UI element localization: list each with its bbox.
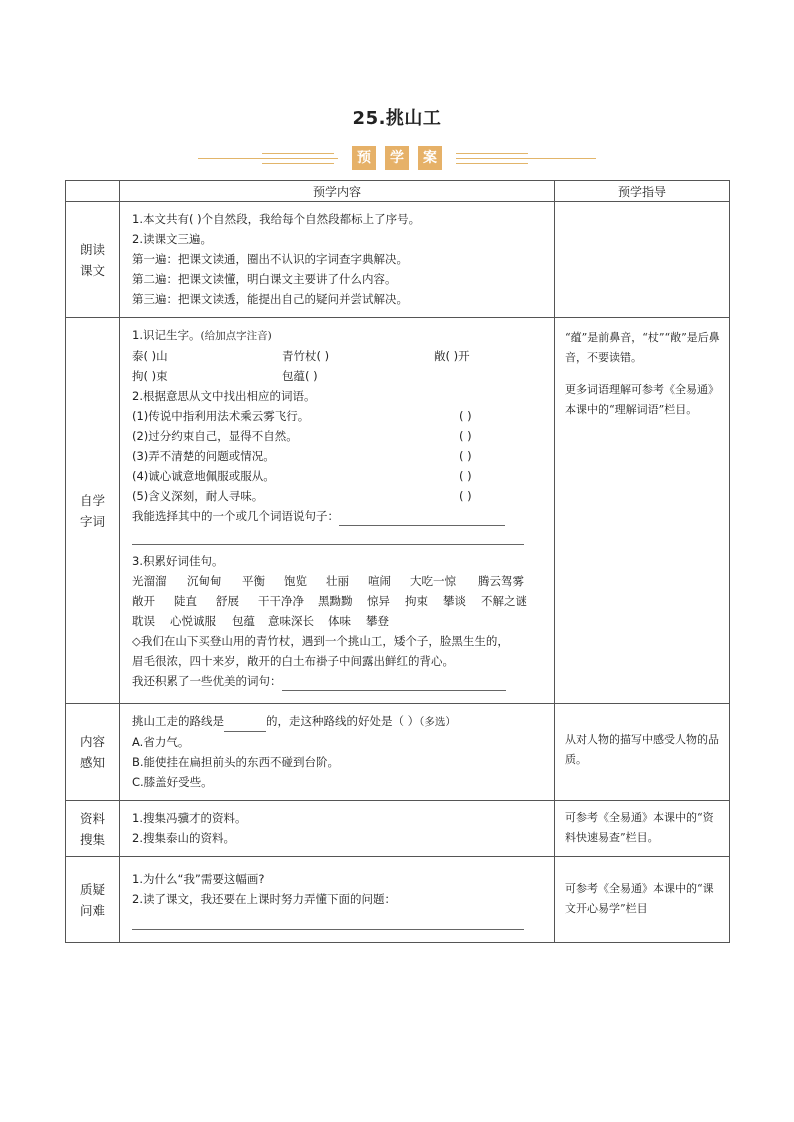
- questions-line: 2.读了课文，我还要在上课时努力弄懂下面的问题：: [132, 892, 396, 906]
- word: 敞开: [132, 594, 155, 608]
- option[interactable]: C.膝盖好受些。: [132, 775, 213, 789]
- item-title: 1.识记生字。: [132, 328, 201, 342]
- row-reading: [66, 202, 730, 318]
- char-item: 拘( )束: [132, 369, 168, 383]
- word-row: [132, 591, 544, 611]
- option[interactable]: B.能使挂在扁担前头的东西不碰到台阶。: [132, 755, 340, 769]
- meaning: (1)传说中指利用法术乘云雾飞行。: [132, 409, 310, 423]
- answer-blank[interactable]: [224, 717, 266, 732]
- banner-char: 案: [418, 146, 442, 170]
- answer-paren[interactable]: ( ): [459, 489, 472, 503]
- quote-line: 眉毛很浓，四十来岁，敞开的白土布褂子中间露出鲜红的背心。: [132, 654, 454, 668]
- row-questions: [66, 857, 730, 943]
- content-guide: [555, 704, 730, 801]
- header-blank: [66, 181, 120, 202]
- questions-guide: [555, 857, 730, 943]
- word: 沉甸甸: [187, 574, 222, 588]
- char-item: 包蕴( ): [282, 369, 318, 383]
- word: 耽误: [132, 614, 155, 628]
- category-content: 内容 感知: [66, 704, 120, 801]
- questions-line: 1.为什么“我”需要这幅画?: [132, 872, 265, 886]
- item-title: 2.根据意思从文中找出相应的词语。: [132, 389, 316, 403]
- guide-text: 可参考《全易通》本课中的“课文开心易学”栏目: [565, 882, 714, 915]
- reading-line: 第三遍：把课文读透，能提出自己的疑问并尝试解决。: [132, 292, 408, 306]
- header-row: [66, 181, 730, 202]
- word: 攀登: [366, 614, 389, 628]
- word: 大吃一惊: [410, 574, 456, 588]
- banner-char: 预: [352, 146, 376, 170]
- answer-line[interactable]: [282, 676, 506, 691]
- materials-content: [120, 801, 555, 857]
- reading-guide: [555, 202, 730, 318]
- section-banner: [198, 146, 596, 172]
- self-study-content: [120, 318, 555, 704]
- word: 拘束: [405, 594, 428, 608]
- word: 心悦诚服: [170, 614, 216, 628]
- answer-paren[interactable]: ( ): [459, 409, 472, 423]
- banner-char: 学: [385, 146, 409, 170]
- item-title: 3.积累好词佳句。: [132, 554, 224, 568]
- char-item: 青竹杖( ): [282, 349, 330, 363]
- question-tag: （多选）: [419, 716, 456, 728]
- item-note: (给加点字注音): [200, 330, 272, 342]
- answer-line[interactable]: [132, 530, 524, 545]
- guide-text: 可参考《全易通》本课中的“资料快速易查”栏目。: [565, 811, 714, 844]
- reading-line: 2.读课文三遍。: [132, 232, 212, 246]
- word: 干干净净: [258, 594, 304, 608]
- char-item: 敞( )开: [434, 349, 470, 363]
- guide-text: 更多词语理解可参考《全易通》本课中的“理解词语”栏目。: [565, 383, 719, 416]
- materials-line: 1.搜集冯骥才的资料。: [132, 811, 247, 825]
- answer-line[interactable]: [132, 915, 524, 930]
- word: 意味深长: [268, 614, 314, 628]
- row-self-study: [66, 318, 730, 704]
- word: 平衡: [242, 574, 265, 588]
- word-row: [132, 611, 544, 631]
- answer-paren[interactable]: ( ): [459, 429, 472, 443]
- reading-line: 1.本文共有( )个自然段，我给每个自然段都标上了序号。: [132, 212, 421, 226]
- study-table: [65, 180, 730, 943]
- category-materials: 资料 搜集: [66, 801, 120, 857]
- category-self-study: 自学 字词: [66, 318, 120, 704]
- reading-line: 第一遍：把课文读通，圈出不认识的字词查字典解决。: [132, 252, 408, 266]
- char-item: 泰( )山: [132, 349, 168, 363]
- content-content: [120, 704, 555, 801]
- word: 饱览: [284, 574, 307, 588]
- word: 陡直: [174, 594, 197, 608]
- quote-line: ◇我们在山下买登山用的青竹杖，遇到一个挑山工，矮个子，脸黑生生的，: [132, 634, 509, 648]
- word: 舒展: [216, 594, 239, 608]
- answer-paren[interactable]: ( ): [459, 449, 472, 463]
- materials-line: 2.搜集泰山的资料。: [132, 831, 235, 845]
- meaning: (2)过分约束自己，显得不自然。: [132, 429, 298, 443]
- guide-text: 从对人物的描写中感受人物的品质。: [565, 733, 719, 766]
- word: 不解之谜: [481, 594, 527, 608]
- questions-content: [120, 857, 555, 943]
- word: 体味: [328, 614, 351, 628]
- word: 惊异: [367, 594, 390, 608]
- meaning: (5)含义深刻，耐人寻味。: [132, 489, 264, 503]
- word: 喧闹: [368, 574, 391, 588]
- question-text: 挑山工走的路线是: [132, 714, 224, 728]
- meaning: (4)诚心诚意地佩服或服从。: [132, 469, 275, 483]
- word: 腾云驾雾: [478, 574, 524, 588]
- word: 包蕴: [232, 614, 255, 628]
- sentence-prompt: 我能选择其中的一个或几个词语说句子：: [132, 509, 339, 523]
- option[interactable]: A.省力气。: [132, 735, 190, 749]
- word-row: [132, 571, 544, 591]
- row-content: [66, 704, 730, 801]
- reading-line: 第二遍：把课文读懂，明白课文主要讲了什么内容。: [132, 272, 397, 286]
- accumulate-prompt: 我还积累了一些优美的词句：: [132, 674, 282, 688]
- word: 黑黝黝: [318, 594, 353, 608]
- word: 壮丽: [326, 574, 349, 588]
- word: 攀谈: [443, 594, 466, 608]
- row-materials: [66, 801, 730, 857]
- header-guide: 预学指导: [555, 181, 730, 202]
- meaning: (3)弄不清楚的问题或情况。: [132, 449, 275, 463]
- self-study-guide: [555, 318, 730, 704]
- category-questions: 质疑 问难: [66, 857, 120, 943]
- question-text: 的，走这种路线的好处是（ ）: [266, 714, 420, 728]
- reading-content: [120, 202, 555, 318]
- category-reading: 朗读 课文: [66, 202, 120, 318]
- page-title: 25.挑山工: [352, 108, 442, 129]
- answer-line[interactable]: [339, 511, 505, 526]
- answer-paren[interactable]: ( ): [459, 469, 472, 483]
- header-content: 预学内容: [120, 181, 555, 202]
- materials-guide: [555, 801, 730, 857]
- word: 光溜溜: [132, 574, 167, 588]
- guide-text: “蕴”是前鼻音，“杖”“敞”是后鼻音，不要读错。: [565, 331, 720, 364]
